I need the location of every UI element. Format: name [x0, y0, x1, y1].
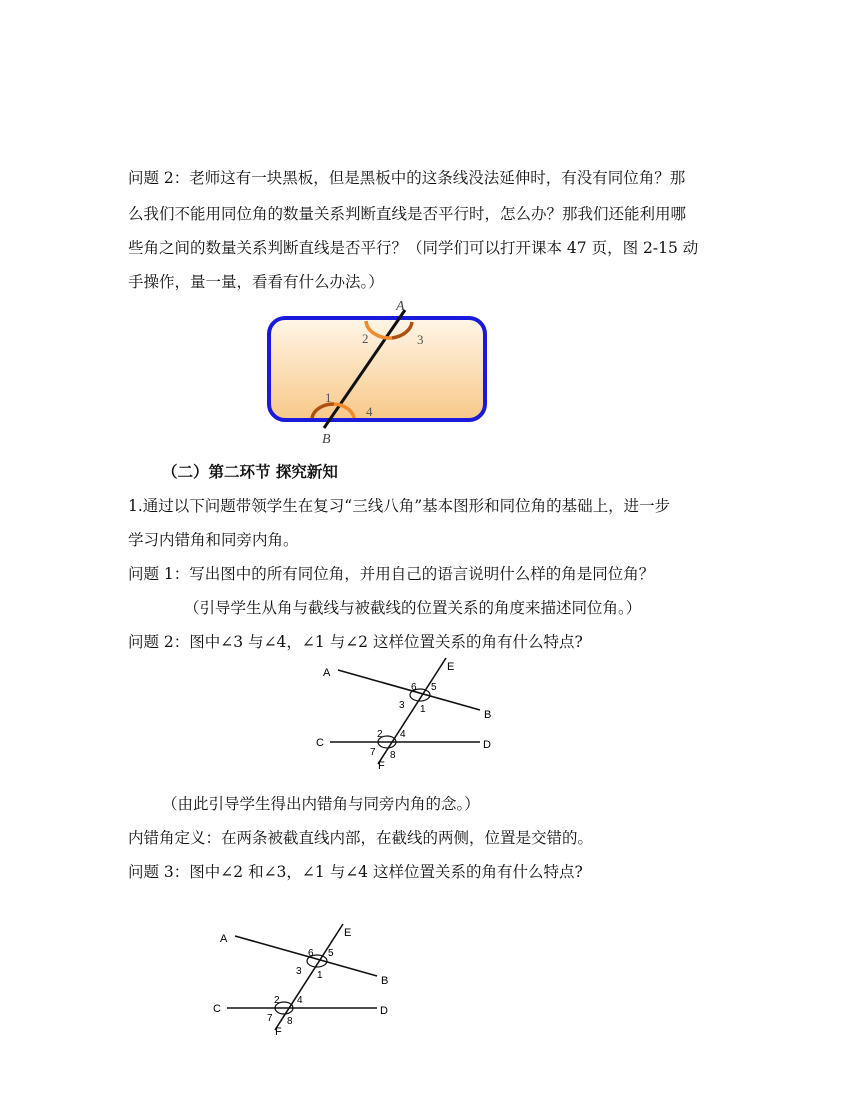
q2-intro-line-2: 么我们不能用同位角的数量关系判断直线是否平行时，怎么办？那我们还能利用哪 — [128, 205, 687, 223]
angle-num-3: 3 — [399, 700, 405, 711]
section-heading: （二）第二环节 探究新知 — [162, 462, 338, 481]
point-d: D — [380, 1005, 388, 1017]
item1-line-2: 学习内错角和同旁内角。 — [128, 531, 299, 549]
alternate-interior-angle-definition: 内错角定义：在两条被截直线内部，在截线的两侧，位置是交错的。 — [128, 829, 594, 847]
angle-label-2: 2 — [362, 331, 369, 346]
question-3: 问题 3：图中∠2 和∠3，∠1 与∠4 这样位置关系的角有什么特点? — [128, 863, 583, 881]
point-e: E — [344, 927, 352, 939]
angle-label-3: 3 — [417, 332, 424, 347]
angle-num-7: 7 — [267, 1013, 273, 1024]
angle-num-1: 1 — [420, 704, 426, 715]
item1-line-1: 1.通过以下问题带领学生在复习“三线八角”基本图形和同位角的基础上，进一步 — [128, 497, 671, 515]
line-ab — [338, 670, 480, 710]
angle-num-1: 1 — [317, 970, 323, 981]
angle-num-6: 6 — [308, 948, 314, 959]
angle-num-8: 8 — [287, 1016, 293, 1027]
point-c: C — [213, 1003, 221, 1015]
point-a: A — [323, 667, 331, 679]
angle-label-4: 4 — [366, 404, 373, 419]
angle-num-3: 3 — [296, 966, 302, 977]
angle-num-5: 5 — [431, 682, 437, 693]
point-e: E — [447, 661, 455, 673]
angle-label-1: 1 — [325, 390, 332, 405]
angle-num-6: 6 — [411, 682, 417, 693]
blackboard-figure — [262, 296, 494, 448]
point-c: C — [316, 737, 324, 749]
question-2-hint: （由此引导学生得出内错角与同旁内角的念。） — [162, 795, 480, 813]
three-lines-figure-1 — [308, 652, 508, 774]
question-1-hint: （引导学生从角与截线与被截线的位置关系的角度来描述同位角。） — [184, 599, 642, 617]
three-lines-figure-2 — [205, 918, 405, 1040]
angle-num-4: 4 — [400, 729, 406, 740]
q2-intro-line-3: 些角之间的数量关系判断直线是否平行？（同学们可以打开课本 47 页，图 2-15 动 — [128, 239, 699, 257]
angle-num-4: 4 — [297, 995, 303, 1006]
point-b: B — [381, 975, 389, 987]
line-ab — [235, 936, 377, 976]
q2-intro-line-4: 手操作，量一量，看看有什么办法。） — [128, 273, 384, 291]
point-f: F — [378, 760, 385, 772]
question-1: 问题 1：写出图中的所有同位角，并用自己的语言说明什么样的角是同位角？ — [128, 565, 655, 583]
angle-num-2: 2 — [274, 995, 280, 1006]
point-a: A — [220, 933, 228, 945]
point-d: D — [483, 739, 491, 751]
angle-num-2: 2 — [377, 729, 383, 740]
angle-num-7: 7 — [370, 747, 376, 758]
q2-intro-line-1: 问题 2：老师这有一块黑板，但是黑板中的这条线没法延伸时，有没有同位角？那 — [128, 169, 686, 187]
point-b: B — [484, 709, 492, 721]
angle-num-5: 5 — [328, 948, 334, 959]
angle-num-8: 8 — [390, 750, 396, 761]
label-a: A — [396, 299, 405, 314]
question-2: 问题 2：图中∠3 与∠4，∠1 与∠2 这样位置关系的角有什么特点? — [128, 633, 583, 651]
label-b: B — [322, 432, 331, 447]
point-f: F — [275, 1026, 282, 1038]
